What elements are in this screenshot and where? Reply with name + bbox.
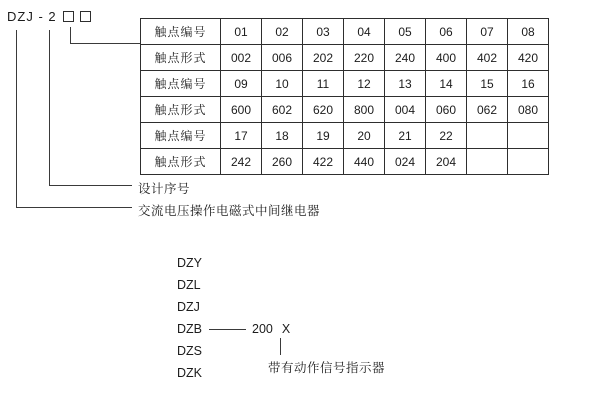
table-cell: 10: [262, 71, 303, 97]
table-row-header: 触点编号: [141, 123, 221, 149]
table-cell: 002: [221, 45, 262, 71]
list-item-dzy: DZY: [177, 256, 202, 270]
callout-line-design-horizontal: [49, 185, 132, 186]
table-row-header: 触点形式: [141, 97, 221, 123]
table-cell: 602: [262, 97, 303, 123]
table-cell: 220: [344, 45, 385, 71]
table-row: [141, 123, 549, 149]
model-designation: [7, 9, 91, 24]
table-cell: 12: [344, 71, 385, 97]
table-cell: 01: [221, 19, 262, 45]
table-cell: 800: [344, 97, 385, 123]
table-cell: 03: [303, 19, 344, 45]
table-row-header: 触点编号: [141, 19, 221, 45]
table-cell: 14: [426, 71, 467, 97]
dzb-variant-x: X: [281, 322, 291, 336]
table-row: [141, 97, 549, 123]
table-cell: 17: [221, 123, 262, 149]
table-cell: 422: [303, 149, 344, 175]
table-cell: 19: [303, 123, 344, 149]
callout-line-contact-vertical: [70, 27, 71, 44]
table-cell: 440: [344, 149, 385, 175]
table-cell: 202: [303, 45, 344, 71]
table-cell: 07: [467, 19, 508, 45]
table-cell: 04: [344, 19, 385, 45]
table-cell: [508, 149, 549, 175]
dzb-series-value: 200: [252, 322, 273, 336]
table-cell: 13: [385, 71, 426, 97]
table-cell: [467, 123, 508, 149]
table-cell: 11: [303, 71, 344, 97]
table-row: [141, 45, 549, 71]
table-cell: 204: [426, 149, 467, 175]
design-serial-label: 设计序号: [138, 182, 191, 196]
table-cell: 400: [426, 45, 467, 71]
table-cell: 024: [385, 149, 426, 175]
table-cell: 062: [467, 97, 508, 123]
table-cell: 060: [426, 97, 467, 123]
table-cell: 16: [508, 71, 549, 97]
table-cell: 402: [467, 45, 508, 71]
table-cell: 420: [508, 45, 549, 71]
table-cell: 004: [385, 97, 426, 123]
table-row-header: 触点编号: [141, 71, 221, 97]
table-cell: 09: [221, 71, 262, 97]
table-cell: 21: [385, 123, 426, 149]
indicator-note-label: 带有动作信号指示器: [268, 361, 386, 375]
connector-dash-line: [209, 329, 246, 330]
callout-line-relay-vertical: [16, 30, 17, 208]
table-cell: 260: [262, 149, 303, 175]
table-cell: 22: [426, 123, 467, 149]
table-cell: 08: [508, 19, 549, 45]
table-row-header: 触点形式: [141, 149, 221, 175]
callout-line-design-vertical: [49, 30, 50, 186]
table-cell: 06: [426, 19, 467, 45]
table-cell: 02: [262, 19, 303, 45]
digit-placeholder-box-icon: [80, 11, 91, 22]
table-row-header: 触点形式: [141, 45, 221, 71]
digit-placeholder-box-icon: [63, 11, 74, 22]
table-cell: 620: [303, 97, 344, 123]
table-cell: [508, 123, 549, 149]
list-item-dzs: DZS: [177, 344, 202, 358]
table-cell: 080: [508, 97, 549, 123]
table-cell: 15: [467, 71, 508, 97]
contact-code-table: [140, 18, 549, 175]
list-item-dzk: DZK: [177, 366, 202, 380]
table-cell: 20: [344, 123, 385, 149]
model-text: DZJ - 2: [7, 9, 57, 24]
list-item-dzj: DZJ: [177, 300, 200, 314]
callout-line-indicator-vertical: [280, 338, 281, 355]
table-cell: 242: [221, 149, 262, 175]
table-cell: 18: [262, 123, 303, 149]
table-cell: 240: [385, 45, 426, 71]
table-row: [141, 71, 549, 97]
callout-line-relay-horizontal: [16, 207, 132, 208]
table-cell: 05: [385, 19, 426, 45]
relay-description-label: 交流电压操作电磁式中间继电器: [138, 204, 321, 218]
list-item-dzb: [177, 318, 290, 340]
table-cell: 006: [262, 45, 303, 71]
table-cell: [467, 149, 508, 175]
table-cell: 600: [221, 97, 262, 123]
list-item-dzb-label: DZB: [177, 322, 202, 336]
table-row: [141, 149, 549, 175]
table-row: [141, 19, 549, 45]
callout-line-contact-horizontal: [70, 43, 140, 44]
list-item-dzl: DZL: [177, 278, 201, 292]
